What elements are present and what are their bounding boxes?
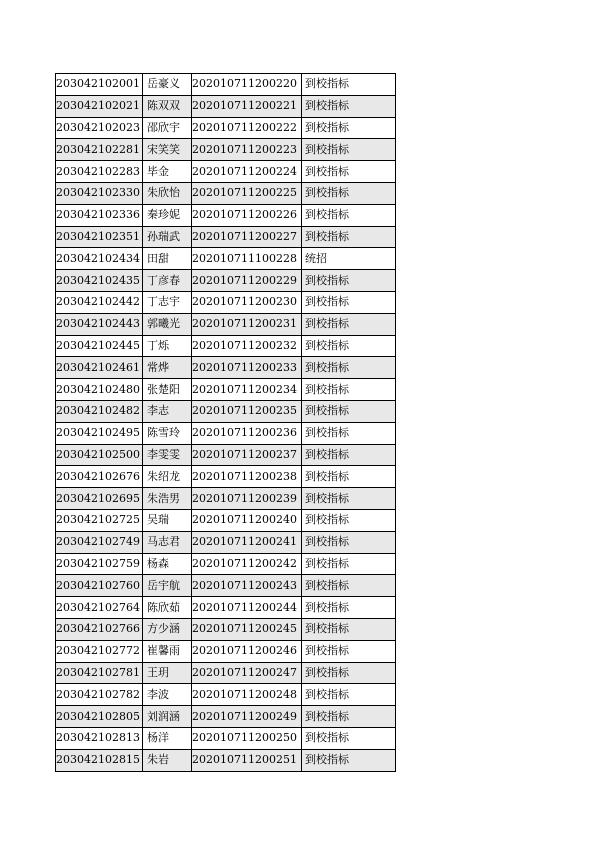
admission-id-cell: 202010711200223 xyxy=(192,139,302,161)
student-name-cell: 崔馨雨 xyxy=(143,640,192,662)
table-row xyxy=(56,422,396,444)
student-name-cell: 吴瑞 xyxy=(143,509,192,531)
exam-number-cell: 203042102330 xyxy=(56,182,143,204)
table-row xyxy=(56,597,396,619)
admission-type-cell: 到校指标 xyxy=(302,182,396,204)
table-row xyxy=(56,531,396,553)
table-row xyxy=(56,379,396,401)
table-row xyxy=(56,509,396,531)
exam-number-cell: 203042102283 xyxy=(56,161,143,183)
table-row xyxy=(56,553,396,575)
exam-number-cell: 203042102461 xyxy=(56,357,143,379)
exam-number-cell: 203042102021 xyxy=(56,95,143,117)
exam-number-cell: 203042102445 xyxy=(56,335,143,357)
admission-id-cell: 202010711200239 xyxy=(192,488,302,510)
table-row xyxy=(56,749,396,771)
admission-id-cell: 202010711200250 xyxy=(192,727,302,749)
exam-number-cell: 203042102495 xyxy=(56,422,143,444)
student-name-cell: 刘润涵 xyxy=(143,706,192,728)
student-name-cell: 王玥 xyxy=(143,662,192,684)
table-row xyxy=(56,248,396,270)
admission-type-cell: 到校指标 xyxy=(302,400,396,422)
student-name-cell: 岳豪义 xyxy=(143,74,192,96)
admission-type-cell: 到校指标 xyxy=(302,357,396,379)
exam-number-cell: 203042102001 xyxy=(56,74,143,96)
admission-id-cell: 202010711200226 xyxy=(192,204,302,226)
student-name-cell: 李波 xyxy=(143,684,192,706)
exam-number-cell: 203042102759 xyxy=(56,553,143,575)
table-row xyxy=(56,575,396,597)
admission-type-cell: 到校指标 xyxy=(302,488,396,510)
table-row xyxy=(56,400,396,422)
student-name-cell: 朱浩男 xyxy=(143,488,192,510)
student-name-cell: 朱绍龙 xyxy=(143,466,192,488)
admission-id-cell: 202010711200247 xyxy=(192,662,302,684)
admission-type-cell: 到校指标 xyxy=(302,618,396,640)
admission-id-cell: 202010711200240 xyxy=(192,509,302,531)
admission-id-cell: 202010711200246 xyxy=(192,640,302,662)
table-row xyxy=(56,335,396,357)
table-row xyxy=(56,684,396,706)
admission-type-cell: 到校指标 xyxy=(302,422,396,444)
admission-type-cell: 到校指标 xyxy=(302,291,396,313)
admission-id-cell: 202010711200236 xyxy=(192,422,302,444)
admission-type-cell: 到校指标 xyxy=(302,531,396,553)
table-row xyxy=(56,117,396,139)
student-name-cell: 张楚阳 xyxy=(143,379,192,401)
admission-id-cell: 202010711200251 xyxy=(192,749,302,771)
admission-type-cell: 到校指标 xyxy=(302,575,396,597)
student-name-cell: 李雯雯 xyxy=(143,444,192,466)
table-row xyxy=(56,488,396,510)
table-row xyxy=(56,313,396,335)
admission-type-cell: 到校指标 xyxy=(302,684,396,706)
table-row xyxy=(56,357,396,379)
admission-type-cell: 到校指标 xyxy=(302,335,396,357)
admission-id-cell: 202010711200243 xyxy=(192,575,302,597)
table-row xyxy=(56,74,396,96)
admission-type-cell: 到校指标 xyxy=(302,74,396,96)
admission-type-cell: 到校指标 xyxy=(302,161,396,183)
exam-number-cell: 203042102749 xyxy=(56,531,143,553)
admission-id-cell: 202010711200233 xyxy=(192,357,302,379)
admission-type-cell: 到校指标 xyxy=(302,139,396,161)
exam-number-cell: 203042102442 xyxy=(56,291,143,313)
admission-id-cell: 202010711200245 xyxy=(192,618,302,640)
student-name-cell: 田甜 xyxy=(143,248,192,270)
admission-type-cell: 到校指标 xyxy=(302,640,396,662)
table-row xyxy=(56,226,396,248)
admission-id-cell: 202010711200221 xyxy=(192,95,302,117)
admission-id-cell: 202010711200238 xyxy=(192,466,302,488)
exam-number-cell: 203042102813 xyxy=(56,727,143,749)
admission-type-cell: 到校指标 xyxy=(302,597,396,619)
student-name-cell: 方少涵 xyxy=(143,618,192,640)
student-name-cell: 岳宇航 xyxy=(143,575,192,597)
student-name-cell: 孙瑞武 xyxy=(143,226,192,248)
exam-number-cell: 203042102781 xyxy=(56,662,143,684)
exam-number-cell: 203042102782 xyxy=(56,684,143,706)
table-row xyxy=(56,466,396,488)
admission-id-cell: 202010711100228 xyxy=(192,248,302,270)
exam-number-cell: 203042102351 xyxy=(56,226,143,248)
exam-number-cell: 203042102500 xyxy=(56,444,143,466)
admission-type-cell: 到校指标 xyxy=(302,444,396,466)
admission-type-cell: 到校指标 xyxy=(302,749,396,771)
admission-type-cell: 到校指标 xyxy=(302,204,396,226)
admission-id-cell: 202010711200235 xyxy=(192,400,302,422)
admission-id-cell: 202010711200234 xyxy=(192,379,302,401)
student-name-cell: 宋笑笑 xyxy=(143,139,192,161)
table-row xyxy=(56,640,396,662)
admission-id-cell: 202010711200224 xyxy=(192,161,302,183)
exam-number-cell: 203042102725 xyxy=(56,509,143,531)
student-name-cell: 朱欣怡 xyxy=(143,182,192,204)
admission-type-cell: 到校指标 xyxy=(302,509,396,531)
admission-type-cell: 到校指标 xyxy=(302,662,396,684)
admission-id-cell: 202010711200231 xyxy=(192,313,302,335)
table-row xyxy=(56,444,396,466)
admission-list-table xyxy=(55,73,396,772)
exam-number-cell: 203042102023 xyxy=(56,117,143,139)
admission-id-cell: 202010711200230 xyxy=(192,291,302,313)
admission-type-cell: 到校指标 xyxy=(302,727,396,749)
student-name-cell: 杨森 xyxy=(143,553,192,575)
table-row xyxy=(56,182,396,204)
admission-type-cell: 到校指标 xyxy=(302,117,396,139)
student-name-cell: 李志 xyxy=(143,400,192,422)
exam-number-cell: 203042102772 xyxy=(56,640,143,662)
admission-id-cell: 202010711200220 xyxy=(192,74,302,96)
admission-id-cell: 202010711200248 xyxy=(192,684,302,706)
admission-id-cell: 202010711200241 xyxy=(192,531,302,553)
student-name-cell: 陈雪玲 xyxy=(143,422,192,444)
admission-type-cell: 到校指标 xyxy=(302,466,396,488)
admission-id-cell: 202010711200237 xyxy=(192,444,302,466)
exam-number-cell: 203042102764 xyxy=(56,597,143,619)
table-body xyxy=(56,74,396,772)
exam-number-cell: 203042102676 xyxy=(56,466,143,488)
table-row xyxy=(56,706,396,728)
admission-type-cell: 到校指标 xyxy=(302,553,396,575)
exam-number-cell: 203042102336 xyxy=(56,204,143,226)
admission-type-cell: 到校指标 xyxy=(302,95,396,117)
exam-number-cell: 203042102695 xyxy=(56,488,143,510)
exam-number-cell: 203042102805 xyxy=(56,706,143,728)
admission-type-cell: 到校指标 xyxy=(302,706,396,728)
table-row xyxy=(56,95,396,117)
student-name-cell: 丁志宇 xyxy=(143,291,192,313)
admission-type-cell: 到校指标 xyxy=(302,379,396,401)
exam-number-cell: 203042102434 xyxy=(56,248,143,270)
table-row xyxy=(56,618,396,640)
student-name-cell: 丁烁 xyxy=(143,335,192,357)
student-name-cell: 杨洋 xyxy=(143,727,192,749)
student-name-cell: 常烨 xyxy=(143,357,192,379)
admission-id-cell: 202010711200225 xyxy=(192,182,302,204)
table-row xyxy=(56,270,396,292)
exam-number-cell: 203042102815 xyxy=(56,749,143,771)
admission-id-cell: 202010711200249 xyxy=(192,706,302,728)
student-name-cell: 邵欣宇 xyxy=(143,117,192,139)
student-name-cell: 毕金 xyxy=(143,161,192,183)
student-name-cell: 郭曦光 xyxy=(143,313,192,335)
admission-type-cell: 统招 xyxy=(302,248,396,270)
student-name-cell: 朱岩 xyxy=(143,749,192,771)
table-row xyxy=(56,291,396,313)
table-row xyxy=(56,161,396,183)
admission-id-cell: 202010711200242 xyxy=(192,553,302,575)
exam-number-cell: 203042102760 xyxy=(56,575,143,597)
admission-type-cell: 到校指标 xyxy=(302,313,396,335)
student-name-cell: 秦珍妮 xyxy=(143,204,192,226)
exam-number-cell: 203042102480 xyxy=(56,379,143,401)
student-name-cell: 陈欣茹 xyxy=(143,597,192,619)
admission-id-cell: 202010711200232 xyxy=(192,335,302,357)
exam-number-cell: 203042102482 xyxy=(56,400,143,422)
admission-id-cell: 202010711200244 xyxy=(192,597,302,619)
table-row xyxy=(56,727,396,749)
admission-id-cell: 202010711200229 xyxy=(192,270,302,292)
exam-number-cell: 203042102281 xyxy=(56,139,143,161)
student-name-cell: 陈双双 xyxy=(143,95,192,117)
table-row xyxy=(56,204,396,226)
student-name-cell: 丁彦春 xyxy=(143,270,192,292)
exam-number-cell: 203042102435 xyxy=(56,270,143,292)
exam-number-cell: 203042102443 xyxy=(56,313,143,335)
table-row xyxy=(56,662,396,684)
admission-type-cell: 到校指标 xyxy=(302,226,396,248)
admission-type-cell: 到校指标 xyxy=(302,270,396,292)
admission-id-cell: 202010711200222 xyxy=(192,117,302,139)
admission-id-cell: 202010711200227 xyxy=(192,226,302,248)
table-row xyxy=(56,139,396,161)
student-name-cell: 马志君 xyxy=(143,531,192,553)
exam-number-cell: 203042102766 xyxy=(56,618,143,640)
